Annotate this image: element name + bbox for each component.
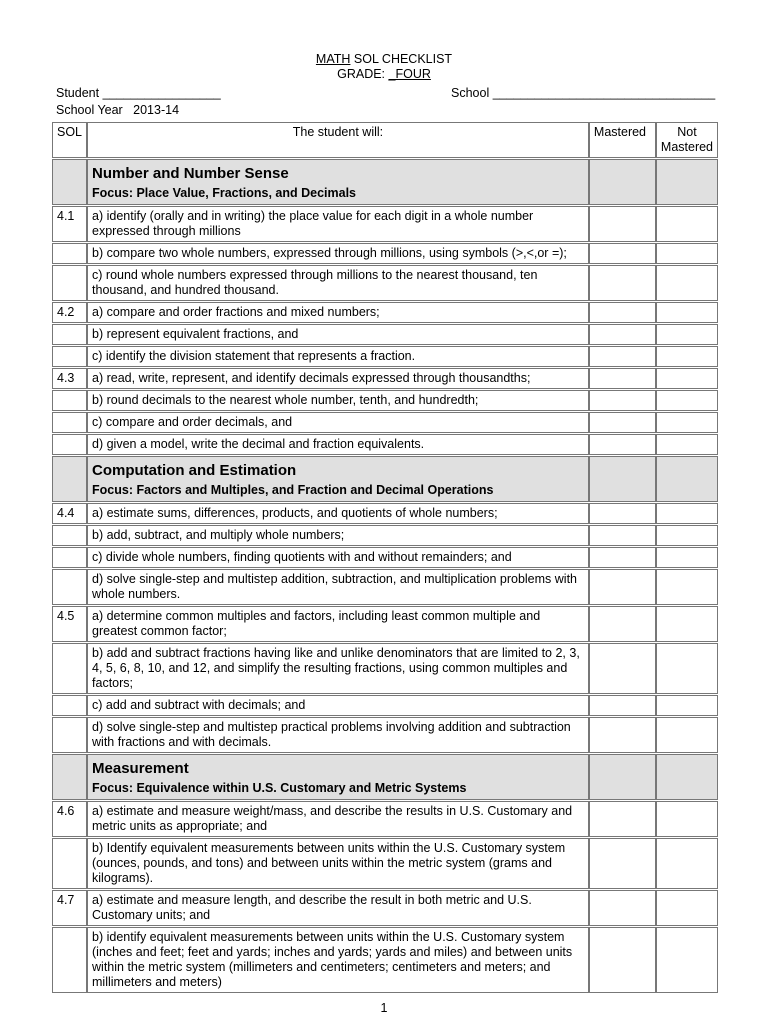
mastered-checkbox-cell[interactable] xyxy=(589,547,656,568)
mastered-checkbox-cell[interactable] xyxy=(589,206,656,242)
sol-number xyxy=(52,927,87,993)
section-title-cell xyxy=(87,456,589,502)
school-field: School ________________________________ xyxy=(451,86,716,100)
not-mastered-checkbox-cell[interactable] xyxy=(656,525,718,546)
sol-number: 4.5 xyxy=(52,606,87,642)
grade-value: _FOUR xyxy=(388,67,431,81)
sol-number xyxy=(52,569,87,605)
table-row xyxy=(52,368,718,389)
mastered-checkbox-cell[interactable] xyxy=(589,302,656,323)
mastered-cell xyxy=(589,456,656,502)
mastered-checkbox-cell[interactable] xyxy=(589,717,656,753)
sol-number: 4.6 xyxy=(52,801,87,837)
objective-text: b) add and subtract fractions having like and unlike denominators that are limited to 2, 3, 4, 5, 6, 8, 10, and 12, and simplify the resulting fractions, using common multiples and factors; xyxy=(87,643,589,694)
page-number: 1 xyxy=(380,1001,388,1015)
objective-text: a) read, write, represent, and identify decimals expressed through thousandths; xyxy=(87,368,589,389)
table-header-row xyxy=(52,122,718,158)
table-row xyxy=(52,324,718,345)
table-row xyxy=(52,390,718,411)
col-not-mastered: Not Mastered xyxy=(656,122,718,158)
not-mastered-checkbox-cell[interactable] xyxy=(656,927,718,993)
not-mastered-checkbox-cell[interactable] xyxy=(656,838,718,889)
section-header-row xyxy=(52,456,718,502)
sol-number: 4.1 xyxy=(52,206,87,242)
objective-text: a) determine common multiples and factors, including least common multiple and greatest common factor; xyxy=(87,606,589,642)
not-mastered-checkbox-cell[interactable] xyxy=(656,324,718,345)
table-row xyxy=(52,346,718,367)
not-mastered-checkbox-cell[interactable] xyxy=(656,503,718,524)
mastered-checkbox-cell[interactable] xyxy=(589,243,656,264)
table-row xyxy=(52,890,718,926)
mastered-cell xyxy=(589,754,656,800)
student-field: Student _________________ xyxy=(56,86,221,100)
section-focus: Focus: Place Value, Fractions, and Decimals xyxy=(92,186,357,200)
document-title: MATH SOL CHECKLIST GRADE: _FOUR xyxy=(315,52,453,81)
sol-number xyxy=(52,717,87,753)
mastered-checkbox-cell[interactable] xyxy=(589,838,656,889)
mastered-checkbox-cell[interactable] xyxy=(589,412,656,433)
sol-number xyxy=(52,324,87,345)
table-row xyxy=(52,838,718,889)
not-mastered-cell xyxy=(656,456,718,502)
table-row xyxy=(52,412,718,433)
col-sol: SOL xyxy=(52,122,87,158)
checklist-table xyxy=(52,121,718,994)
not-mastered-checkbox-cell[interactable] xyxy=(656,243,718,264)
table-row xyxy=(52,243,718,264)
objective-text: b) identify equivalent measurements between units within the U.S. Customary system (inches and feet; feet and yards; inches and yards; yards and miles) and between units within the metric system (millimeters and centimeters; centimeters and meters; and millimeters and meters) xyxy=(87,927,589,993)
objective-text: b) add, subtract, and multiply whole numbers; xyxy=(87,525,589,546)
mastered-checkbox-cell[interactable] xyxy=(589,525,656,546)
mastered-checkbox-cell[interactable] xyxy=(589,606,656,642)
section-sol-cell xyxy=(52,456,87,502)
mastered-checkbox-cell[interactable] xyxy=(589,927,656,993)
objective-text: b) compare two whole numbers, expressed through millions, using symbols (>,<,or =); xyxy=(87,243,589,264)
table-row xyxy=(52,547,718,568)
table-row xyxy=(52,302,718,323)
section-title: Measurement xyxy=(92,760,189,777)
objective-text: c) compare and order decimals, and xyxy=(87,412,589,433)
sol-number xyxy=(52,412,87,433)
mastered-checkbox-cell[interactable] xyxy=(589,368,656,389)
mastered-checkbox-cell[interactable] xyxy=(589,695,656,716)
objective-text: b) round decimals to the nearest whole number, tenth, and hundredth; xyxy=(87,390,589,411)
mastered-checkbox-cell[interactable] xyxy=(589,346,656,367)
section-title-cell xyxy=(87,159,589,205)
not-mastered-checkbox-cell[interactable] xyxy=(656,302,718,323)
section-title: Computation and Estimation xyxy=(92,462,297,479)
table-row xyxy=(52,206,718,242)
sol-number xyxy=(52,346,87,367)
not-mastered-checkbox-cell[interactable] xyxy=(656,265,718,301)
sol-number xyxy=(52,838,87,889)
objective-text: c) add and subtract with decimals; and xyxy=(87,695,589,716)
header-info xyxy=(0,85,768,121)
table-row xyxy=(52,643,718,694)
table-row xyxy=(52,265,718,301)
mastered-checkbox-cell[interactable] xyxy=(589,265,656,301)
sol-number xyxy=(52,390,87,411)
objective-text: d) solve single-step and multistep practical problems involving addition and subtraction with fractions and with decimals. xyxy=(87,717,589,753)
mastered-checkbox-cell[interactable] xyxy=(589,324,656,345)
not-mastered-checkbox-cell[interactable] xyxy=(656,695,718,716)
objective-text: a) identify (orally and in writing) the place value for each digit in a whole number expressed through millions xyxy=(87,206,589,242)
col-mastered: Mastered xyxy=(589,122,656,158)
not-mastered-cell xyxy=(656,754,718,800)
sol-number xyxy=(52,243,87,264)
not-mastered-checkbox-cell[interactable] xyxy=(656,547,718,568)
col-text: The student will: xyxy=(87,122,589,158)
objective-text: d) solve single-step and multistep addition, subtraction, and multiplication problems with whole numbers. xyxy=(87,569,589,605)
section-title: Number and Number Sense xyxy=(92,165,289,182)
table-row xyxy=(52,434,718,455)
section-title-cell xyxy=(87,754,589,800)
section-focus: Focus: Factors and Multiples, and Fraction and Decimal Operations xyxy=(92,483,494,497)
mastered-checkbox-cell[interactable] xyxy=(589,643,656,694)
not-mastered-checkbox-cell[interactable] xyxy=(656,890,718,926)
section-sol-cell xyxy=(52,754,87,800)
section-header-row xyxy=(52,754,718,800)
objective-text: c) round whole numbers expressed through millions to the nearest thousand, ten thousand, and hundred thousand. xyxy=(87,265,589,301)
sol-number xyxy=(52,695,87,716)
mastered-checkbox-cell[interactable] xyxy=(589,390,656,411)
objective-text: a) estimate and measure length, and describe the result in both metric and U.S. Customary units; and xyxy=(87,890,589,926)
sol-number: 4.2 xyxy=(52,302,87,323)
not-mastered-checkbox-cell[interactable] xyxy=(656,606,718,642)
not-mastered-cell xyxy=(656,159,718,205)
table-row xyxy=(52,503,718,524)
sol-number: 4.7 xyxy=(52,890,87,926)
section-header-row xyxy=(52,159,718,205)
mastered-checkbox-cell[interactable] xyxy=(589,569,656,605)
table-row xyxy=(52,695,718,716)
table-row xyxy=(52,927,718,993)
objective-text: a) estimate sums, differences, products, and quotients of whole numbers; xyxy=(87,503,589,524)
objective-text: b) Identify equivalent measurements between units within the U.S. Customary system (ounces, pounds, and tons) and between units within the metric system (grams and kilograms). xyxy=(87,838,589,889)
not-mastered-checkbox-cell[interactable] xyxy=(656,206,718,242)
sol-number xyxy=(52,525,87,546)
objective-text: c) divide whole numbers, finding quotients with and without remainders; and xyxy=(87,547,589,568)
school-year: School Year 2013-14 xyxy=(56,103,180,117)
objective-text: d) given a model, write the decimal and fraction equivalents. xyxy=(87,434,589,455)
section-sol-cell xyxy=(52,159,87,205)
mastered-checkbox-cell[interactable] xyxy=(589,890,656,926)
not-mastered-checkbox-cell[interactable] xyxy=(656,368,718,389)
sol-number xyxy=(52,643,87,694)
not-mastered-checkbox-cell[interactable] xyxy=(656,390,718,411)
not-mastered-checkbox-cell[interactable] xyxy=(656,569,718,605)
not-mastered-checkbox-cell[interactable] xyxy=(656,434,718,455)
sol-number xyxy=(52,265,87,301)
sol-number: 4.4 xyxy=(52,503,87,524)
table-row xyxy=(52,801,718,837)
table-row xyxy=(52,717,718,753)
not-mastered-checkbox-cell[interactable] xyxy=(656,346,718,367)
not-mastered-checkbox-cell[interactable] xyxy=(656,801,718,837)
objective-text: a) estimate and measure weight/mass, and describe the results in U.S. Customary and metric units as appropriate; and xyxy=(87,801,589,837)
mastered-checkbox-cell[interactable] xyxy=(589,801,656,837)
objective-text: b) represent equivalent fractions, and xyxy=(87,324,589,345)
sol-number xyxy=(52,547,87,568)
not-mastered-checkbox-cell[interactable] xyxy=(656,717,718,753)
mastered-cell xyxy=(589,159,656,205)
sol-number: 4.3 xyxy=(52,368,87,389)
mastered-checkbox-cell[interactable] xyxy=(589,503,656,524)
objective-text: a) compare and order fractions and mixed numbers; xyxy=(87,302,589,323)
table-row xyxy=(52,525,718,546)
mastered-checkbox-cell[interactable] xyxy=(589,434,656,455)
section-focus: Focus: Equivalence within U.S. Customary and Metric Systems xyxy=(92,781,467,795)
table-row xyxy=(52,606,718,642)
not-mastered-checkbox-cell[interactable] xyxy=(656,643,718,694)
objective-text: c) identify the division statement that represents a fraction. xyxy=(87,346,589,367)
sol-number xyxy=(52,434,87,455)
table-row xyxy=(52,569,718,605)
not-mastered-checkbox-cell[interactable] xyxy=(656,412,718,433)
